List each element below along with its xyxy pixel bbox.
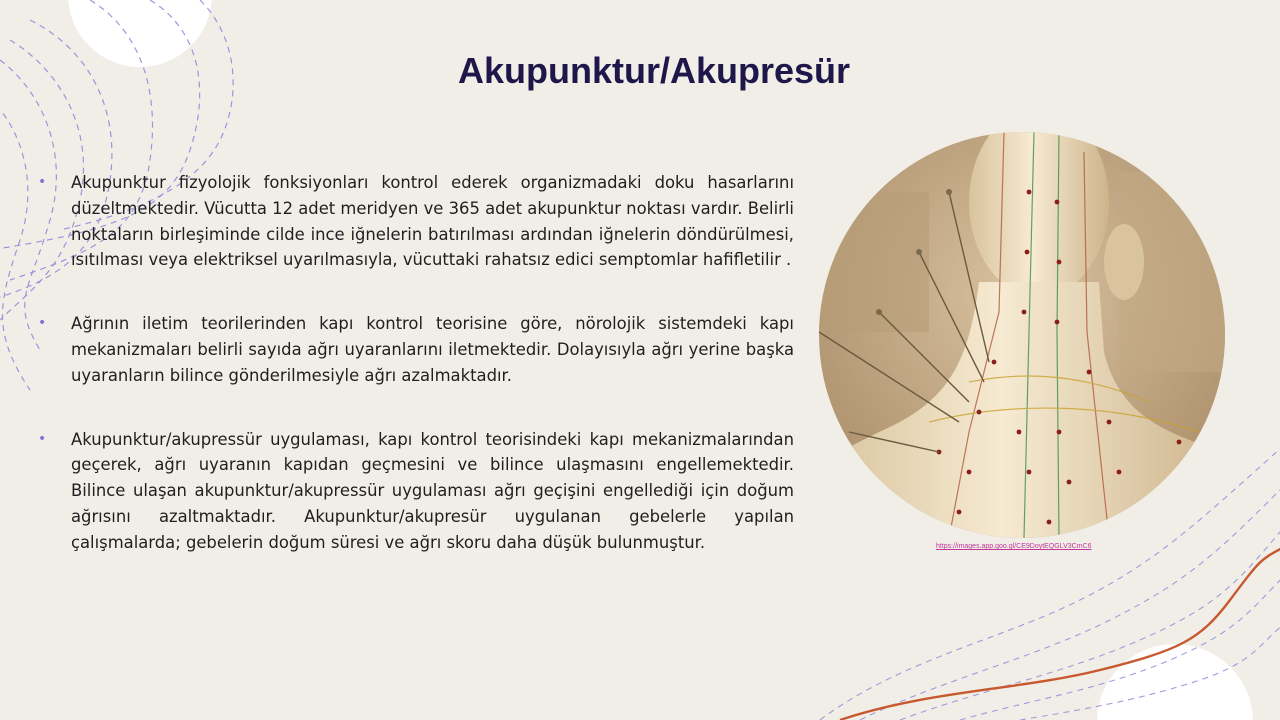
acupuncture-model-illustration — [819, 132, 1225, 538]
bullet-item — [38, 427, 794, 556]
bullet-text: Ağrının iletim teorilerinden kapı kontrol teorisine göre, nörolojik sistemdeki kapı mekanizmaları belirli sayıda ağrı uyaranlarını iletmektedir. Dolayısıyla ağrı yerine başka uyaranların bilince gönderilmesiyle ağrı azalmaktadır. — [71, 314, 794, 385]
bottom-right-circle — [1097, 644, 1253, 720]
bullet-icon: • — [38, 174, 47, 190]
bullet-icon: • — [38, 315, 47, 332]
slide-title: Akupunktur/Akupresür — [457, 50, 851, 91]
bullet-item — [38, 170, 794, 273]
bullet-text: Akupunktur fizyolojik fonksiyonları kontrol ederek organizmadaki doku hasarlarını düzeltmektedir. Vücutta 12 adet meridyen ve 365 adet akupunktur noktası vardır. Belirli noktaların birleşiminde cilde ince iğnelerin batırılması ardından iğnelerin döndürülmesi, ısıtılması veya elektriksel uyarılmasıyla, vücuttaki rahatsız edici semptomlar hafifletilir . — [71, 173, 794, 270]
image-source-link[interactable]: https://images.app.goo.gl/CE9DoytEQGLV3CmC6 — [936, 543, 1092, 550]
bullet-item — [38, 311, 794, 388]
accent-curve — [840, 548, 1280, 720]
acupuncture-model-photo — [819, 132, 1225, 538]
bullet-list — [38, 170, 794, 556]
bullet-icon: • — [38, 430, 47, 447]
bullet-text: Akupunktur/akupressür uygulaması, kapı kontrol teorisindeki kapı mekanizmalarından geçerek, ağrı uyaranın kapıdan geçmesini ve bilince ulaşmasını engellemektedir. Bilince ulaşan akupunktur/akupressür uygulaması ağrı geçişini engellediği için doğum ağrısını azaltmaktadır. Akupunktur/akupresür uygulanan gebelerle yapılan çalışmalarda; gebelerin doğum süresi ve ağrı skoru daha düşük bulunmuştur. — [71, 429, 794, 552]
